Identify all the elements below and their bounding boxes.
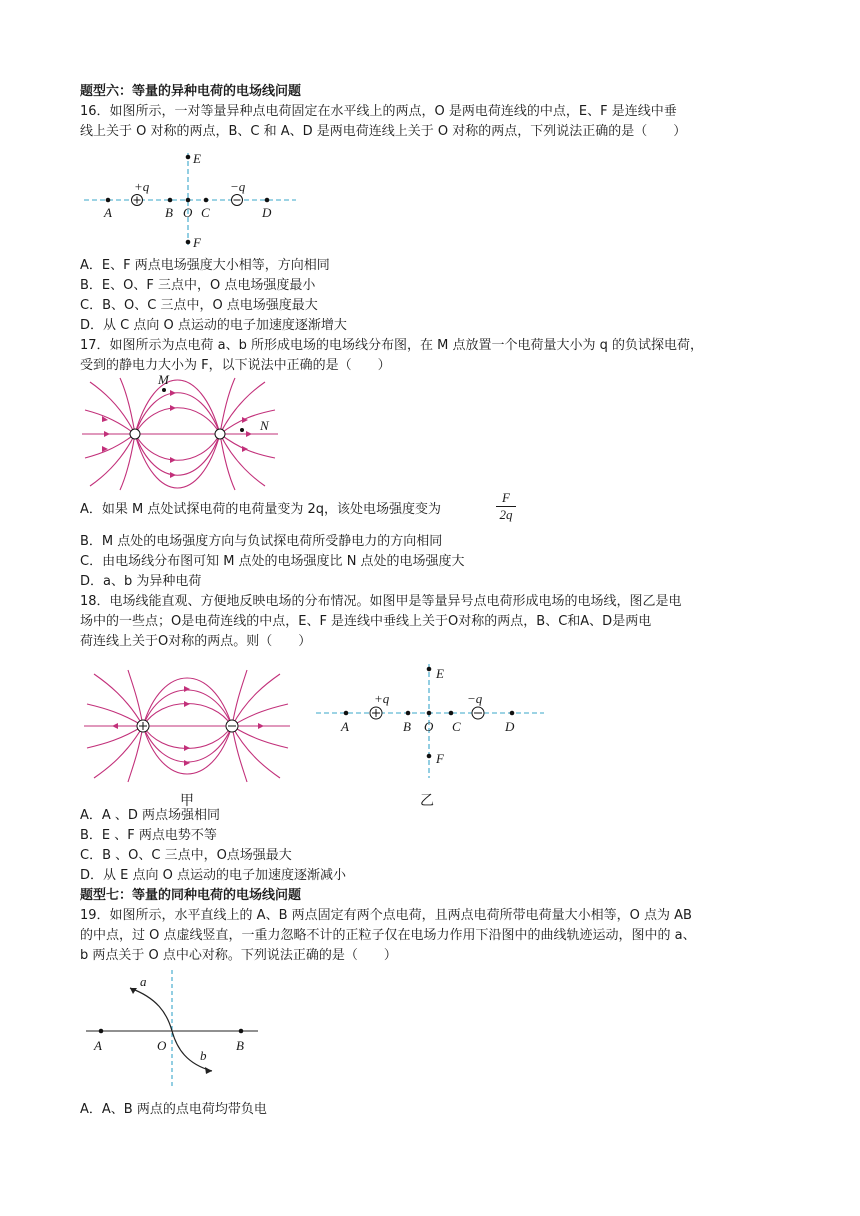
section-7-title: 题型七：等量的同种电荷的电场线问题 bbox=[80, 888, 302, 903]
label-b: b bbox=[200, 1048, 207, 1063]
q19-stem-line2: 的中点，过 O 点虚线竖直，一重力忽略不计的正粒子仅在电场力作用下沿图中的曲线轨迹运动，图中的 a、 bbox=[80, 928, 696, 943]
charge-b bbox=[215, 429, 225, 439]
q19-stem-line1: 19．如图所示，水平直线上的 A、B 两点固定有两个点电荷，且两点电荷所带电荷量大小相等，O 点为 AB bbox=[80, 908, 692, 923]
q16-stem-line2: 线上关于 O 对称的两点，B、C 和 A、D 是两电荷连线上关于 O 对称的两点，下列说法正确的是（ ） bbox=[80, 124, 687, 139]
label-M: M bbox=[158, 372, 169, 387]
label-B: B bbox=[236, 1038, 244, 1053]
fraction-numerator: F bbox=[502, 490, 510, 505]
q18-stem-line1: 18．电场线能直观、方便地反映电场的分布情况。如图甲是等量异号点电荷形成电场的电场线，图乙是电 bbox=[80, 594, 682, 609]
negative-charge bbox=[226, 720, 238, 732]
section-6-title: 题型六：等量的异种电荷的电场线问题 bbox=[80, 84, 302, 99]
negative-charge bbox=[472, 707, 484, 719]
q17-option-a[interactable]: A．如果 M 点处试探电荷的电荷量变为 2q，该处电场强度变为 bbox=[80, 502, 442, 517]
q16-stem-line1: 16．如图所示，一对等量异种点电荷固定在水平线上的两点，O 是两电荷连线的中点，E、F 是连线中垂 bbox=[80, 104, 677, 119]
q19-stem-line3: b 两点关于 O 点中心对称。下列说法正确的是（ ） bbox=[80, 948, 397, 963]
q18-option-c[interactable]: C．B 、O、C 三点中，O点场强最大 bbox=[80, 848, 292, 863]
point-O bbox=[186, 198, 191, 203]
label-plus-q: +q bbox=[134, 179, 150, 194]
label-D: D bbox=[505, 719, 515, 734]
q18-figure-yi bbox=[312, 660, 552, 782]
point-M bbox=[162, 388, 166, 392]
label-E: E bbox=[193, 151, 201, 166]
point-B bbox=[239, 1029, 244, 1034]
point-A bbox=[344, 711, 349, 716]
positive-charge bbox=[137, 720, 149, 732]
q16-option-c[interactable]: C．B、O、C 三点中，O 点电场强度最大 bbox=[80, 298, 318, 313]
q17-option-d[interactable]: D．a、b 为异种电荷 bbox=[80, 574, 202, 589]
positive-charge bbox=[132, 195, 143, 206]
point-O bbox=[427, 711, 432, 716]
point-D bbox=[265, 198, 270, 203]
label-C: C bbox=[452, 719, 461, 734]
q18-option-b[interactable]: B．E 、F 两点电势不等 bbox=[80, 828, 217, 843]
q18-stem-line3: 荷连线上关于O对称的两点。则（ ） bbox=[80, 634, 312, 649]
q17-option-a-fraction bbox=[496, 490, 516, 523]
q18-option-a[interactable]: A．A 、D 两点场强相同 bbox=[80, 808, 221, 823]
label-A: A bbox=[341, 719, 349, 734]
label-O: O bbox=[424, 719, 434, 734]
point-F bbox=[427, 754, 432, 759]
q16-option-a[interactable]: A．E、F 两点电场强度大小相等，方向相同 bbox=[80, 258, 330, 273]
q18-option-d[interactable]: D．从 E 点向 O 点运动的电子加速度逐渐减小 bbox=[80, 868, 346, 883]
point-C bbox=[204, 198, 209, 203]
fraction-denominator: 2q bbox=[496, 506, 516, 523]
label-A: A bbox=[104, 205, 112, 220]
q17-option-b[interactable]: B．M 点处的电场强度方向与负试探电荷所受静电力的方向相同 bbox=[80, 534, 443, 549]
label-D: D bbox=[262, 205, 272, 220]
q19-figure bbox=[82, 968, 272, 1088]
label-F: F bbox=[436, 751, 444, 766]
q17-field-figure bbox=[80, 374, 280, 490]
q19-option-a[interactable]: A．A、B 两点的点电荷均带负电 bbox=[80, 1102, 267, 1117]
label-O: O bbox=[183, 205, 193, 220]
point-B bbox=[406, 711, 411, 716]
point-E bbox=[427, 667, 432, 672]
label-minus-q: −q bbox=[230, 179, 246, 194]
q16-option-b[interactable]: B．E、O、F 三点中，O 点电场强度最小 bbox=[80, 278, 316, 293]
q18-stem-line2: 场中的一些点；O是电荷连线的中点，E、F 是连线中垂线上关于O对称的两点，B、C和A、D是两电 bbox=[80, 614, 652, 629]
negative-charge bbox=[232, 195, 243, 206]
charge-a bbox=[130, 429, 140, 439]
q16-option-d[interactable]: D．从 C 点向 O 点运动的电子加速度逐渐增大 bbox=[80, 318, 347, 333]
label-plus-q: +q bbox=[374, 691, 390, 706]
label-E: E bbox=[436, 666, 444, 681]
positive-charge bbox=[370, 707, 382, 719]
label-minus-q: −q bbox=[467, 691, 483, 706]
label-N: N bbox=[260, 418, 269, 433]
label-F: F bbox=[193, 235, 201, 250]
point-B bbox=[168, 198, 173, 203]
label-A: A bbox=[94, 1038, 102, 1053]
caption-yi: 乙 bbox=[420, 794, 434, 809]
q16-figure bbox=[80, 145, 310, 255]
caption-jia: 甲 bbox=[180, 794, 194, 809]
q17-stem-line2: 受到的静电力大小为 F，以下说法中正确的是（ ） bbox=[80, 358, 391, 373]
point-A bbox=[99, 1029, 104, 1034]
q17-stem-line1: 17．如图所示为点电荷 a、b 所形成电场的电场线分布图，在 M 点放置一个电荷量大小为 q 的负试探电荷， bbox=[80, 338, 704, 353]
q17-option-c[interactable]: C．由电场线分布图可知 M 点处的电场强度比 N 点处的电场强度大 bbox=[80, 554, 465, 569]
label-C: C bbox=[201, 205, 210, 220]
point-E bbox=[186, 155, 191, 160]
label-B: B bbox=[165, 205, 173, 220]
point-F bbox=[186, 240, 191, 245]
point-D bbox=[510, 711, 515, 716]
point-A bbox=[106, 198, 111, 203]
point-C bbox=[449, 711, 454, 716]
point-N bbox=[240, 428, 244, 432]
q18-figure-jia bbox=[82, 668, 292, 784]
label-B: B bbox=[403, 719, 411, 734]
label-a: a bbox=[140, 974, 147, 989]
label-O: O bbox=[157, 1038, 167, 1053]
